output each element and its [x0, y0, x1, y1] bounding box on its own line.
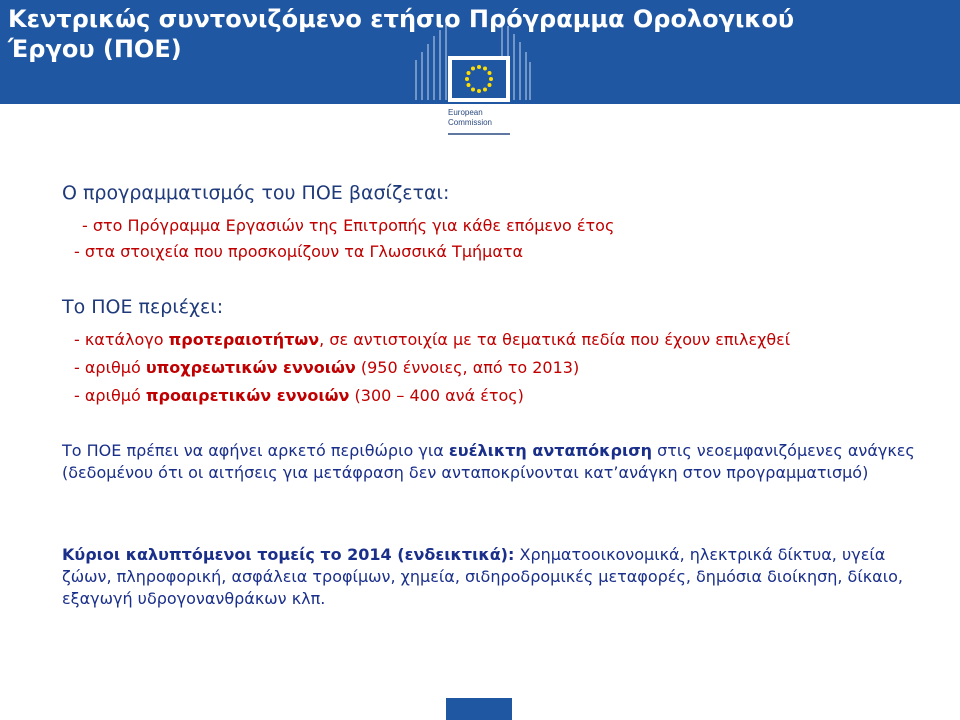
footer-flag-bar: [446, 698, 512, 720]
section2-bullet-3: - αριθμό προαιρετικών εννοιών (300 – 400 ανά έτος): [74, 386, 524, 405]
title-line-1: Κεντρικώς συντονιζόμενο ετήσιο Πρόγραμμα Ορολογικού: [8, 5, 795, 33]
section4-paragraph: Κύριοι καλυπτόμενοι τομείς το 2014 (ενδεικτικά): Χρηματοοικονομικά, ηλεκτρικά δίκτυα, υγεία ζώων, πληροφορική, ασφάλεια τροφίμων, χημεία, σιδηροδρομικές μεταφορές, δημόσια διοίκηση, δίκαιο, εξαγωγή υδρογονανθράκων κλπ.: [62, 545, 903, 608]
section3-paragraph: Το ΠΟΕ πρέπει να αφήνει αρκετό περιθώριο για ευέλικτη ανταπόκριση στις νεοεμφανιζόμενες ανάγκες (δεδομένου ότι οι αιτήσεις για μετάφραση δεν ανταποκρίνονται κατ’ανάγκη στον προγραμματισμό): [62, 441, 915, 482]
logo-text-commission: Commission: [448, 118, 493, 127]
logo-text-european: European: [448, 108, 483, 117]
section1-bullet-2: - στα στοιχεία που προσκομίζουν τα Γλωσσικά Τμήματα: [74, 242, 524, 261]
title-line-2: Έργου (ΠΟΕ): [8, 35, 182, 63]
section2-bullet-1: - κατάλογο προτεραιοτήτων, σε αντιστοιχία με τα θεματικά πεδία που έχουν επιλεχθεί: [74, 330, 791, 349]
section1-lead: Ο προγραμματισμός του ΠΟΕ βασίζεται:: [62, 182, 450, 204]
section2-lead: Το ΠΟΕ περιέχει:: [62, 296, 224, 318]
section2-bullet-2: - αριθμό υποχρεωτικών εννοιών (950 έννοιες, από το 2013): [74, 358, 580, 377]
section1-bullet-1: - στο Πρόγραμμα Εργασιών της Επιτροπής για κάθε επόμενο έτος: [82, 216, 615, 235]
